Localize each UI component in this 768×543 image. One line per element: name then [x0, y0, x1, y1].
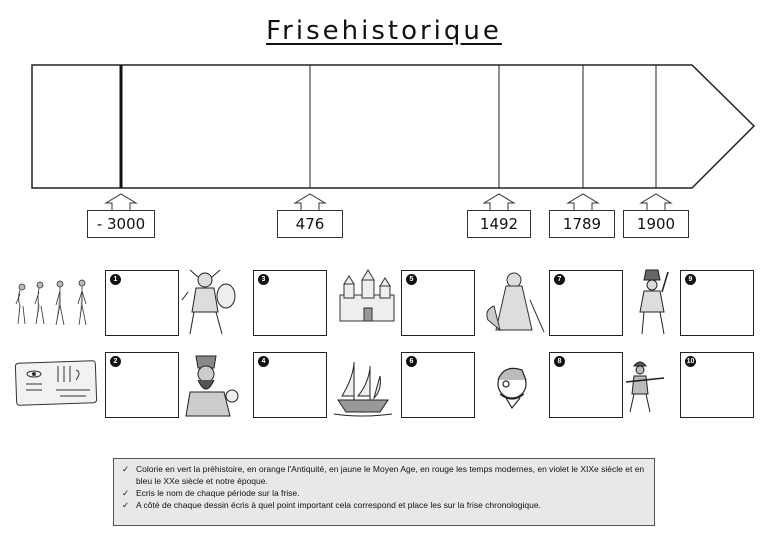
pointer-476: [295, 194, 325, 210]
answer-box-2[interactable]: [105, 352, 179, 418]
pelerin-icon: [487, 273, 544, 332]
instruction-item: [122, 487, 646, 499]
instruction-text: A côté de chaque dessin écris à quel point important cela correspond et place les sur la frise chronologique.: [136, 500, 541, 510]
answer-number: 9: [685, 274, 696, 285]
pointer-1900: [641, 194, 671, 210]
check-icon: ✓: [122, 464, 130, 474]
answer-number: 3: [258, 274, 269, 285]
answer-number: 1: [110, 274, 121, 285]
instruction-item: [122, 499, 646, 511]
chateau-fort-icon: [340, 270, 394, 321]
answer-box-3[interactable]: [253, 270, 327, 336]
guerrier-gaulois-icon: [182, 270, 235, 334]
instruction-item: [122, 463, 646, 487]
answer-number: 10: [686, 358, 695, 365]
soldat-napoleonien-icon: [640, 270, 668, 334]
roi-assyrien-icon: [186, 356, 238, 416]
answer-number: 8: [554, 356, 565, 367]
pointer-3000: [106, 194, 136, 210]
instruction-text: Colorie en vert la préhistoire, en orange l'Antiquité, en jaune le Moyen Age, en rouge les temps modernes, en violet le XIXe siècle et en bleu le XXe siècle et notre époque.: [136, 464, 645, 486]
date-box-476: 476: [277, 210, 343, 238]
answer-number: 2: [110, 356, 121, 367]
date-box-1789: 1789: [549, 210, 615, 238]
tablette-hieroglyphes-icon: [15, 361, 96, 406]
answer-box-1[interactable]: [105, 270, 179, 336]
pointer-1492: [484, 194, 514, 210]
answer-box-10[interactable]: [680, 352, 754, 418]
date-box-1492: 1492: [467, 210, 531, 238]
answer-box-4[interactable]: [253, 352, 327, 418]
answer-box-7[interactable]: [549, 270, 623, 336]
answer-box-6[interactable]: [401, 352, 475, 418]
answer-box-8[interactable]: [549, 352, 623, 418]
answer-number: 5: [406, 274, 417, 285]
answer-number: 4: [258, 356, 269, 367]
instructions-box: [113, 458, 655, 526]
instruction-text: Ecris le nom de chaque période sur la frise.: [136, 488, 300, 498]
check-icon: ✓: [122, 488, 130, 498]
answer-box-5[interactable]: [401, 270, 475, 336]
evolution-humaine-icon: [16, 280, 86, 325]
answer-number: 7: [554, 274, 565, 285]
marianne-icon: [498, 368, 526, 408]
soldat-moderne-icon: [626, 362, 664, 412]
timeline-arrow: [32, 65, 754, 188]
answer-number: 6: [406, 356, 417, 367]
check-icon: ✓: [122, 500, 130, 510]
caravelle-icon: [334, 362, 392, 416]
date-box-3000: - 3000: [87, 210, 155, 238]
answer-box-9[interactable]: [680, 270, 754, 336]
page-title: Frisehistorique: [266, 16, 502, 46]
date-box-1900: 1900: [623, 210, 689, 238]
pointer-1789: [568, 194, 598, 210]
